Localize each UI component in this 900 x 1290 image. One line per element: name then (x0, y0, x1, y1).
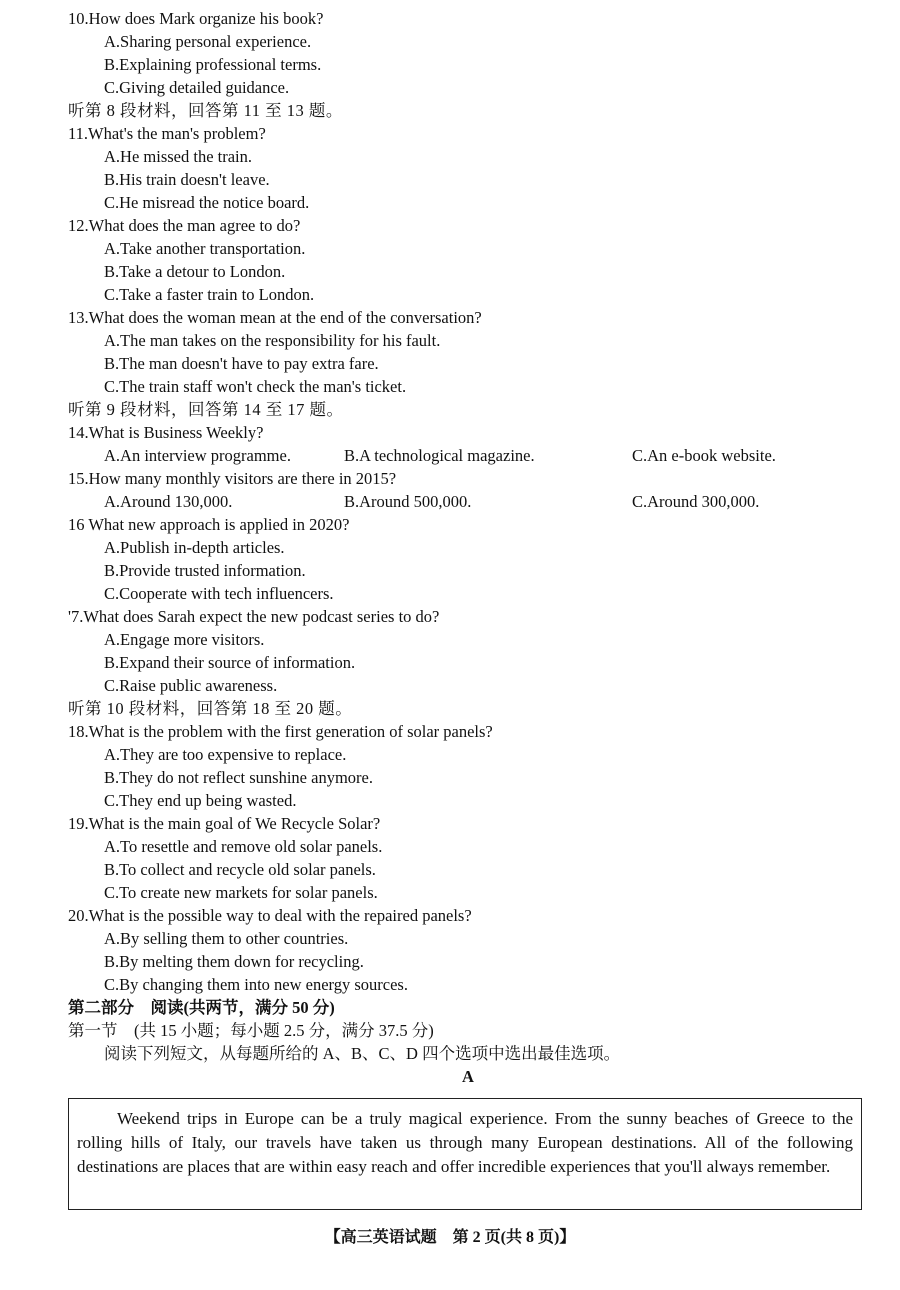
q10-stem: 10.How does Mark organize his book? (68, 9, 324, 28)
q18-stem: 18.What is the problem with the first generation of solar panels? (68, 722, 493, 741)
q16-option-c: C.Cooperate with tech influencers. (104, 584, 334, 603)
q14-option-b: B.A technological magazine. (344, 446, 535, 465)
q18-option-a: A.They are too expensive to replace. (104, 745, 347, 764)
part2-heading: 第二部分 阅读(共两节，满分 50 分) (68, 998, 335, 1017)
q15-option-c: C.Around 300,000. (632, 492, 760, 511)
q16-option-a: A.Publish in-depth articles. (104, 538, 285, 557)
q17-option-c: C.Raise public awareness. (104, 676, 278, 695)
q12-stem: 12.What does the man agree to do? (68, 216, 301, 235)
q16-option-b: B.Provide trusted information. (104, 561, 306, 580)
q17-option-b: B.Expand their source of information. (104, 653, 356, 672)
q10-option-a: A.Sharing personal experience. (104, 32, 312, 51)
passage-a-text: Weekend trips in Europe can be a truly magical experience. From the sunny beaches of Greece to the rolling hills of Italy, our travels have taken us through many European destinations. All of the following destinations are places that are within easy reach and offer incredible experiences that you'll always remember. (77, 1109, 853, 1176)
q16-stem: 16 What new approach is applied in 2020? (68, 515, 350, 534)
q12-option-b: B.Take a detour to London. (104, 262, 286, 281)
q10-option-b: B.Explaining professional terms. (104, 55, 322, 74)
part2-instruction: 阅读下列短文，从每题所给的 A、B、C、D 四个选项中选出最佳选项。 (104, 1044, 621, 1063)
q14-option-a: A.An interview programme. (104, 446, 291, 465)
q19-option-b: B.To collect and recycle old solar panels. (104, 860, 376, 879)
q14-stem: 14.What is Business Weekly? (68, 423, 264, 442)
q11-option-b: B.His train doesn't leave. (104, 170, 270, 189)
q13-option-c: C.The train staff won't check the man's ticket. (104, 377, 407, 396)
q12-option-c: C.Take a faster train to London. (104, 285, 315, 304)
section-8-instruction: 听第 8 段材料，回答第 11 至 13 题。 (68, 101, 343, 120)
section-9-instruction: 听第 9 段材料，回答第 14 至 17 题。 (68, 400, 344, 419)
question-list (68, 7, 868, 1088)
q12-option-a: A.Take another transportation. (104, 239, 306, 258)
part2-section1-heading: 第一节 (共 15 小题；每小题 2.5 分，满分 37.5 分) (68, 1021, 434, 1040)
q14-option-c: C.An e-book website. (632, 446, 776, 465)
q11-stem: 11.What's the man's problem? (68, 124, 266, 143)
q18-option-b: B.They do not reflect sunshine anymore. (104, 768, 373, 787)
q20-option-b: B.By melting them down for recycling. (104, 952, 364, 971)
q15-stem: 15.How many monthly visitors are there in 2015? (68, 469, 397, 488)
q20-option-c: C.By changing them into new energy sources. (104, 975, 408, 994)
q15-option-b: B.Around 500,000. (344, 492, 472, 511)
q13-stem: 13.What does the woman mean at the end of the conversation? (68, 308, 482, 327)
q11-option-c: C.He misread the notice board. (104, 193, 310, 212)
q19-option-c: C.To create new markets for solar panels. (104, 883, 378, 902)
q14-options (68, 444, 868, 467)
passage-a-box (68, 1098, 862, 1210)
q10-option-c: C.Giving detailed guidance. (104, 78, 290, 97)
passage-label: A (462, 1067, 474, 1086)
q18-option-c: C.They end up being wasted. (104, 791, 297, 810)
q17-option-a: A.Engage more visitors. (104, 630, 265, 649)
section-10-instruction: 听第 10 段材料，回答第 18 至 20 题。 (68, 699, 353, 718)
q15-option-a: A.Around 130,000. (104, 492, 233, 511)
q15-options (68, 490, 868, 513)
q17-stem: '7.What does Sarah expect the new podcast series to do? (68, 607, 440, 626)
q13-option-b: B.The man doesn't have to pay extra fare. (104, 354, 379, 373)
q11-option-a: A.He missed the train. (104, 147, 253, 166)
q13-option-a: A.The man takes on the responsibility for his fault. (104, 331, 441, 350)
q19-option-a: A.To resettle and remove old solar panels. (104, 837, 383, 856)
q19-stem: 19.What is the main goal of We Recycle Solar? (68, 814, 381, 833)
q20-option-a: A.By selling them to other countries. (104, 929, 349, 948)
q20-stem: 20.What is the possible way to deal with the repaired panels? (68, 906, 472, 925)
page-footer: 【高三英语试题 第 2 页(共 8 页)】 (324, 1229, 576, 1246)
